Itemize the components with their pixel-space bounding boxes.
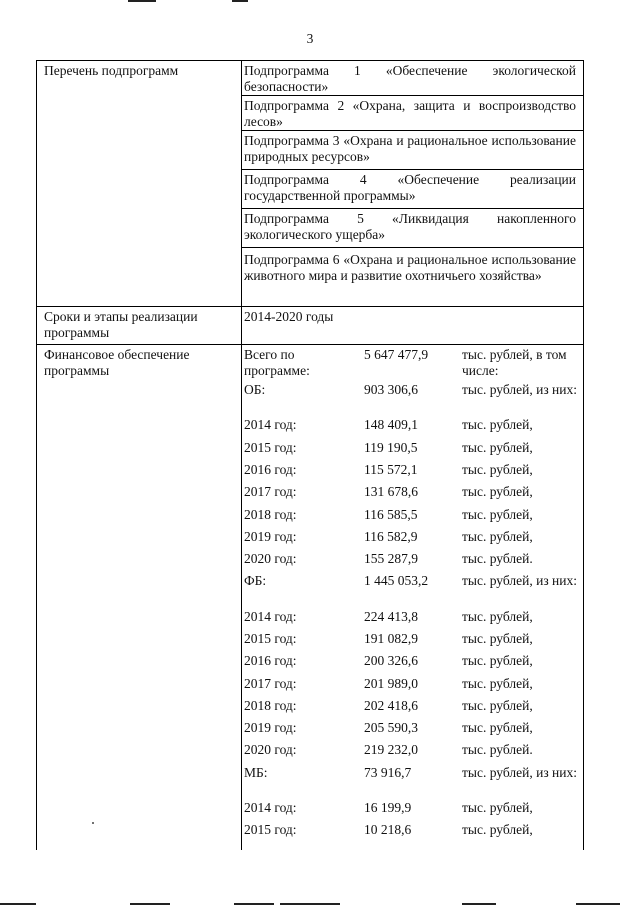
- financing-amount: 1 445 053,2: [364, 573, 429, 588]
- financing-amount: 200 326,6: [364, 653, 418, 668]
- financing-unit: тыс. рублей, из них:: [462, 573, 577, 588]
- financing-unit: тыс. рублей.: [462, 551, 533, 566]
- financing-row: [244, 382, 580, 416]
- table-border-left: [36, 60, 37, 850]
- financing-row: [244, 347, 580, 381]
- subprogram-divider: [241, 95, 583, 96]
- table-border-right: [583, 60, 584, 850]
- financing-label: 2020 год:: [244, 742, 297, 757]
- financing-label: 2019 год:: [244, 720, 297, 735]
- financing-amount: 10 218,6: [364, 822, 412, 837]
- financing-unit: тыс. рублей, из них:: [462, 765, 577, 780]
- financing-row: [244, 822, 580, 856]
- subprogram-item: Подпрограмма 5 «Ликвидация накопленного экологического ущерба»: [244, 211, 576, 242]
- financing-label: Всего по программе:: [244, 347, 310, 378]
- financing-amount: 16 199,9: [364, 800, 412, 815]
- financing-label: 2018 год:: [244, 507, 297, 522]
- subprogram-item: Подпрограмма 1 «Обеспечение экологической безопасности»: [244, 63, 576, 94]
- financing-unit: тыс. рублей,: [462, 653, 533, 668]
- financing-amount: 191 082,9: [364, 631, 418, 646]
- financing-label: Финансовое обеспечение программы: [44, 347, 190, 378]
- financing-amount: 201 989,0: [364, 676, 418, 691]
- financing-unit: тыс. рублей,: [462, 822, 533, 837]
- financing-unit: тыс. рублей,: [462, 462, 533, 477]
- financing-label: 2014 год:: [244, 417, 297, 432]
- table-border-top: [36, 60, 584, 61]
- financing-label: 2016 год:: [244, 653, 297, 668]
- subprograms-label: Перечень подпрограмм: [44, 63, 179, 78]
- financing-label: МБ:: [244, 765, 268, 780]
- financing-unit: тыс. рублей,: [462, 698, 533, 713]
- subprogram-item: Подпрограмма 6 «Охрана и рациональное использование животного мира и развитие охотничьего хозяйства»: [244, 252, 576, 283]
- financing-label: ФБ:: [244, 573, 267, 588]
- financing-amount: 73 916,7: [364, 765, 412, 780]
- financing-amount: 202 418,6: [364, 698, 418, 713]
- financing-label: 2015 год:: [244, 822, 297, 837]
- financing-label: 2015 год:: [244, 440, 297, 455]
- financing-row: [244, 573, 580, 607]
- subprogram-item: Подпрограмма 2 «Охрана, защита и воспроизводство лесов»: [244, 98, 576, 129]
- financing-unit: тыс. рублей,: [462, 720, 533, 735]
- financing-amount: 115 572,1: [364, 462, 418, 477]
- scan-mark: [232, 0, 248, 2]
- passport-table: [36, 60, 584, 850]
- subprogram-divider: [241, 169, 583, 170]
- financing-unit: тыс. рублей,: [462, 676, 533, 691]
- financing-unit: тыс. рублей,: [462, 529, 533, 544]
- row-divider: [36, 344, 584, 345]
- financing-amount: 903 306,6: [364, 382, 418, 397]
- financing-label: 2016 год:: [244, 462, 297, 477]
- financing-label: 2015 год:: [244, 631, 297, 646]
- financing-unit: тыс. рублей, в том числе:: [462, 347, 567, 378]
- row-divider: [36, 306, 584, 307]
- financing-amount: 205 590,3: [364, 720, 418, 735]
- financing-unit: тыс. рублей, из них:: [462, 382, 577, 397]
- financing-label: 2014 год:: [244, 609, 297, 624]
- financing-label: 2019 год:: [244, 529, 297, 544]
- financing-row: [244, 765, 580, 799]
- financing-amount: 5 647 477,9: [364, 347, 429, 362]
- financing-amount: 131 678,6: [364, 484, 418, 499]
- financing-label: 2018 год:: [244, 698, 297, 713]
- financing-label: ОБ:: [244, 382, 266, 397]
- financing-amount: 116 582,9: [364, 529, 418, 544]
- financing-amount: 119 190,5: [364, 440, 418, 455]
- financing-amount: 116 585,5: [364, 507, 418, 522]
- financing-label: 2014 год:: [244, 800, 297, 815]
- subprogram-divider: [241, 130, 583, 131]
- subprogram-divider: [241, 208, 583, 209]
- financing-amount: 155 287,9: [364, 551, 418, 566]
- financing-unit: тыс. рублей,: [462, 484, 533, 499]
- subprogram-divider: [241, 247, 583, 248]
- financing-unit: тыс. рублей,: [462, 609, 533, 624]
- financing-unit: тыс. рублей.: [462, 742, 533, 757]
- financing-label: 2020 год:: [244, 551, 297, 566]
- financing-label: 2017 год:: [244, 676, 297, 691]
- page-number: 3: [306, 31, 314, 46]
- financing-unit: тыс. рублей,: [462, 631, 533, 646]
- financing-unit: тыс. рублей,: [462, 440, 533, 455]
- financing-unit: тыс. рублей,: [462, 417, 533, 432]
- subprogram-item: Подпрограмма 3 «Охрана и рациональное использование природных ресурсов»: [244, 133, 576, 164]
- scan-mark: [128, 0, 156, 2]
- financing-amount: 148 409,1: [364, 417, 418, 432]
- subprogram-item: Подпрограмма 4 «Обеспечение реализации государственной программы»: [244, 172, 576, 203]
- financing-amount: 219 232,0: [364, 742, 418, 757]
- financing-label: 2017 год:: [244, 484, 297, 499]
- terms-value: 2014-2020 годы: [244, 309, 334, 324]
- terms-label: Сроки и этапы реализации программы: [44, 309, 198, 340]
- financing-unit: тыс. рублей,: [462, 800, 533, 815]
- table-column-divider: [241, 60, 242, 850]
- financing-amount: 224 413,8: [364, 609, 418, 624]
- financing-unit: тыс. рублей,: [462, 507, 533, 522]
